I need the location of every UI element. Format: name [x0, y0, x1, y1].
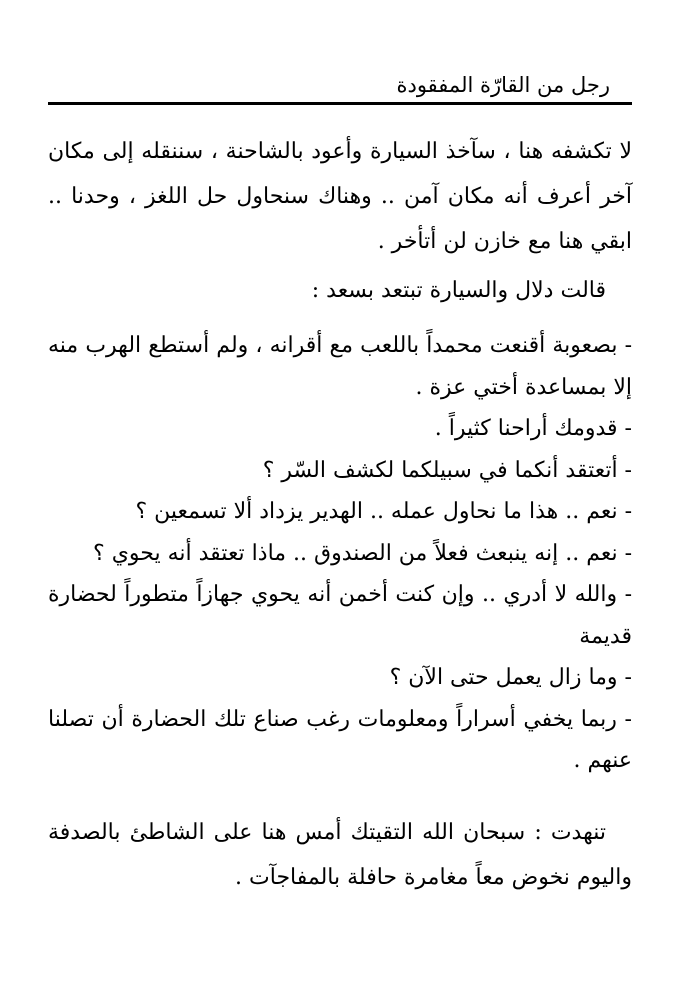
- dialogue-line: - أتعتقد أنكما في سبيلكما لكشف السّر ؟: [262, 457, 632, 483]
- dialogue-line: - والله لا أدري .. وإن كنت أخمن أنه يحوي جهازاً متطوراً لحضارة قديمة: [48, 582, 632, 649]
- body-text: [48, 129, 632, 900]
- dialogue-line: - نعم .. هذا ما نحاول عمله .. الهدير يزداد ألا تسمعين ؟: [135, 499, 632, 524]
- dialogue-line: - قدومك أراحنا كثيراً .: [434, 416, 632, 441]
- dialogue-line: - بصعوبة أقنعت محمداً باللعب مع أقرانه ، ولم أستطع الهرب منه إلا بمساعدة أختي عزة .: [48, 333, 632, 400]
- paragraph-intro: لا تكشفه هنا ، سآخذ السيارة وأعود بالشاحنة ، سننقله إلى مكان آخر أعرف أنه مكان آمن .. وهناك سنحاول حل اللغز ، وحدنا .. ابقي هنا مع خازن لن أتأخر .: [48, 139, 632, 254]
- header-rule: [48, 102, 632, 105]
- dialogue-line: - ربما يخفي أسراراً ومعلومات رغب صناع تلك الحضارة أن تصلنا عنهم .: [48, 706, 632, 773]
- book-page: [48, 0, 632, 1000]
- paragraph-dalal-said: قالت دلال والسيارة تبتعد بسعد :: [311, 278, 606, 303]
- paragraph-sighed: تنهدت : سبحان الله التقيتك أمس هنا على الشاطئ بالصدفة واليوم نخوض معاً مغامرة حافلة بالمفاجآت .: [48, 819, 632, 890]
- running-header-title: رجل من القارّة المفقودة: [396, 73, 610, 97]
- dialogue-line: - وما زال يعمل حتى الآن ؟: [389, 665, 632, 690]
- dialogue-line: - نعم .. إنه ينبعث فعلاً من الصندوق .. ماذا تعتقد أنه يحوي ؟: [93, 540, 632, 566]
